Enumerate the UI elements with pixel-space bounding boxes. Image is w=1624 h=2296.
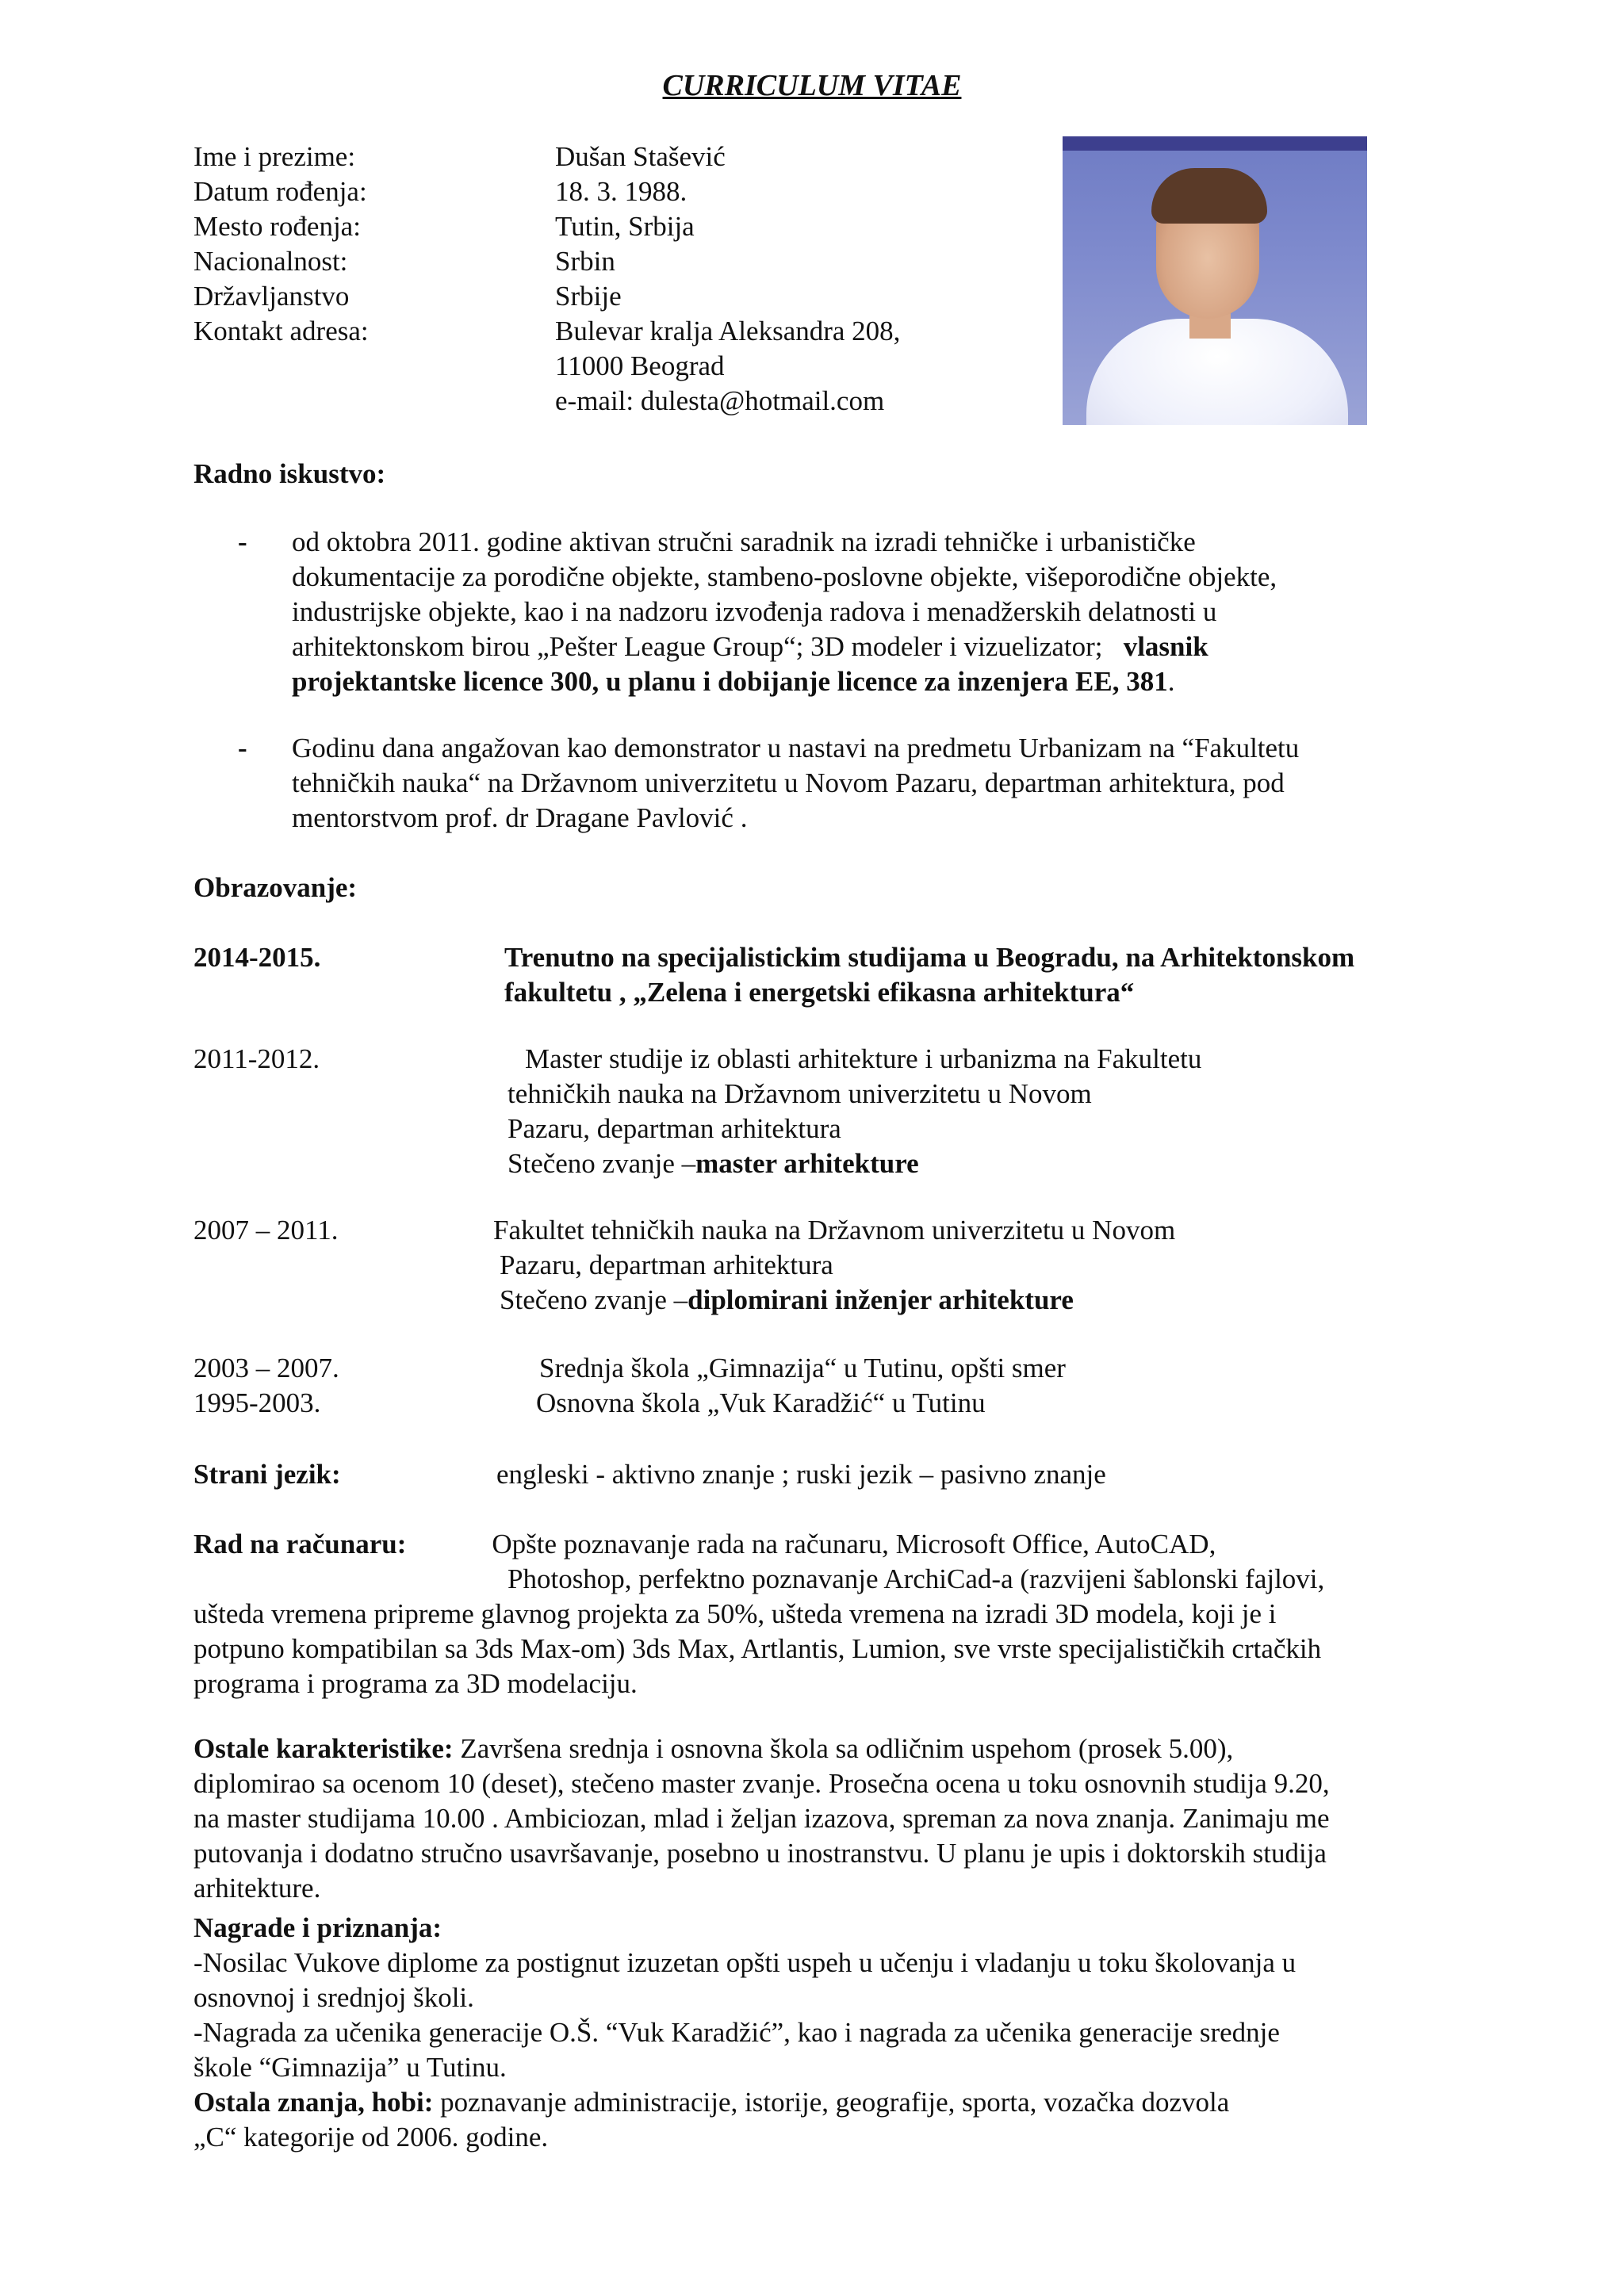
email-value: e-mail: dulesta@hotmail.com [555, 385, 885, 416]
personal-value: Dušan Stašević [555, 141, 726, 172]
computer-skills-label: Rad na računaru: [193, 1529, 407, 1559]
personal-value: 11000 Beograd [555, 350, 725, 381]
bullet-dash: - [238, 526, 247, 557]
education-description: Srednja škola „Gimnazija“ u Tutinu, opšti smer [539, 1353, 1066, 1383]
education-description-cont: Pazaru, departman arhitektura Stečeno zvanje –diplomirani inženjer arhitekture [500, 1249, 1074, 1315]
languages-value: engleski - aktivno znanje ; ruski jezik – pasivno znanje [496, 1459, 1106, 1490]
personal-info [193, 140, 900, 419]
personal-label: Ime i prezime: [193, 141, 356, 172]
personal-row-birthplace [193, 209, 900, 244]
personal-row-city [193, 349, 900, 384]
personal-row-nationality [193, 244, 900, 279]
photo-frame-edge [1063, 136, 1367, 151]
personal-label: Nacionalnost: [193, 246, 348, 277]
personal-label [193, 384, 555, 419]
awards: Nagrade i priznanja: -Nosilac Vukove diplome za postignut izuzetan opšti uspeh u učenju i vladanju u toku školovanja u osnovnoj i srednjoj školi. -Nagrada za učenika generacije O.Š. “Vuk Karadžić”, kao i nagrada za učenika generacije srednje škole “Gimnazija” u Tutinu. [193, 1911, 1431, 2085]
personal-row-address [193, 314, 900, 349]
personal-value: Tutin, Srbija [555, 211, 695, 242]
personal-row-email [193, 384, 900, 419]
education-year: 2014-2015. [193, 942, 321, 973]
work-item-text: Godinu dana angažovan kao demonstrator u nastavi na predmetu Urbanizam na “Fakultetu tehničkih nauka“ na Državnom univerzitetu u Novom Pazaru, departman arhitektura, pod mentorstvom prof. dr Dragane Pavlović . [292, 733, 1300, 833]
awards-label: Nagrade i priznanja: [193, 1912, 442, 1943]
personal-label: Datum rođenja: [193, 176, 367, 207]
personal-value: Bulevar kralja Aleksandra 208, [555, 316, 901, 346]
education-heading: Obrazovanje: [193, 872, 358, 903]
languages-label: Strani jezik: [193, 1459, 341, 1490]
personal-value: Srbin [555, 246, 615, 277]
education-description: Trenutno na specijalistickim studijama u Beogradu, na Arhitektonskom fakultetu , „Zelena i energetski efikasna arhitektura“ [504, 942, 1355, 1008]
education-year: 2007 – 2011. [193, 1215, 339, 1246]
hobbies: Ostala znanja, hobi: poznavanje administracije, istorije, geografije, sporta, vozačka dozvola „C“ kategorije od 2006. godine. [193, 2087, 1230, 2152]
personal-row-birthdate [193, 174, 900, 209]
other-characteristics-label: Ostale karakteristike: [193, 1733, 454, 1764]
work-item-text: od oktobra 2011. godine aktivan stručni saradnik na izradi tehničke i urbanističke dokumentacije za porodične objekte, stambeno-poslovne objekte, višeporodične objekte, industrijske objekte, kao i na nadzoru izvođenja radova i menadžerskih delatnosti u arhitektonskom birou „Pešter League Group“; 3D modeler i vizuelizator; vlasnik projektantske licence 300, u planu i dobijanje licence za inzenjera EE, 381. [292, 526, 1277, 697]
education-year: 2003 – 2007. [193, 1353, 339, 1383]
personal-row-name [193, 140, 900, 174]
other-characteristics: Ostale karakteristike: Završena srednja i osnovna škola sa odličnim uspehom (prosek 5.00), diplomirao sa ocenom 10 (deset), stečeno master zvanje. Prosečna ocena u toku osnovnih studija 9.20, na master studijama 10.00 . Ambiciozan, mlad i željan izazova, spreman za nova znanja. Zanimaju me putovanja i dodatno stručno usavršavanje, posebno u inostranstvu. U planu je upis i doktorskih studija arhitekture. [193, 1733, 1330, 1904]
personal-label: Državljanstvo [193, 281, 350, 312]
hobbies-label: Ostala znanja, hobi: [193, 2087, 434, 2118]
personal-label: Mesto rođenja: [193, 211, 361, 242]
education-description: Fakultet tehničkih nauka na Državnom univerzitetu u Novom [493, 1215, 1176, 1246]
education-description: Master studije iz oblasti arhitekture i urbanizma na Fakultetu [525, 1043, 1202, 1074]
education-description: Osnovna škola „Vuk Karadžić“ u Tutinu [536, 1387, 986, 1418]
photo-hair [1151, 168, 1267, 224]
document-title: CURRICULUM VITAE [662, 69, 962, 102]
personal-value: 18. 3. 1988. [555, 176, 688, 207]
personal-value: Srbije [555, 281, 622, 312]
personal-label [193, 349, 555, 384]
personal-label: Kontakt adresa: [193, 316, 369, 346]
education-year: 1995-2003. [193, 1387, 321, 1418]
personal-row-citizenship [193, 279, 900, 314]
bullet-dash: - [238, 733, 247, 763]
profile-photo [1063, 136, 1367, 425]
education-description-cont: tehničkih nauka na Državnom univerzitetu u Novom Pazaru, departman arhitektura Stečeno zvanje –master arhitekture [508, 1078, 1092, 1179]
computer-skills: Rad na računaru: Opšte poznavanje rada na računaru, Microsoft Office, AutoCAD, Photoshop, perfektno poznavanje ArchiCad-a (razvijeni šablonski fajlovi, ušteda vremena pripreme glavnog projekta za 50%, ušteda vremena na izradi 3D modela, koji je i potpuno kompatibilan sa 3ds Max-om) 3ds Max, Artlantis, Lumion, sve vrste specijalističkih crtačkih programa i programa za 3D modelaciju. [193, 1529, 1325, 1699]
work-experience-heading: Radno iskustvo: [193, 458, 386, 489]
education-year: 2011-2012. [193, 1043, 320, 1074]
